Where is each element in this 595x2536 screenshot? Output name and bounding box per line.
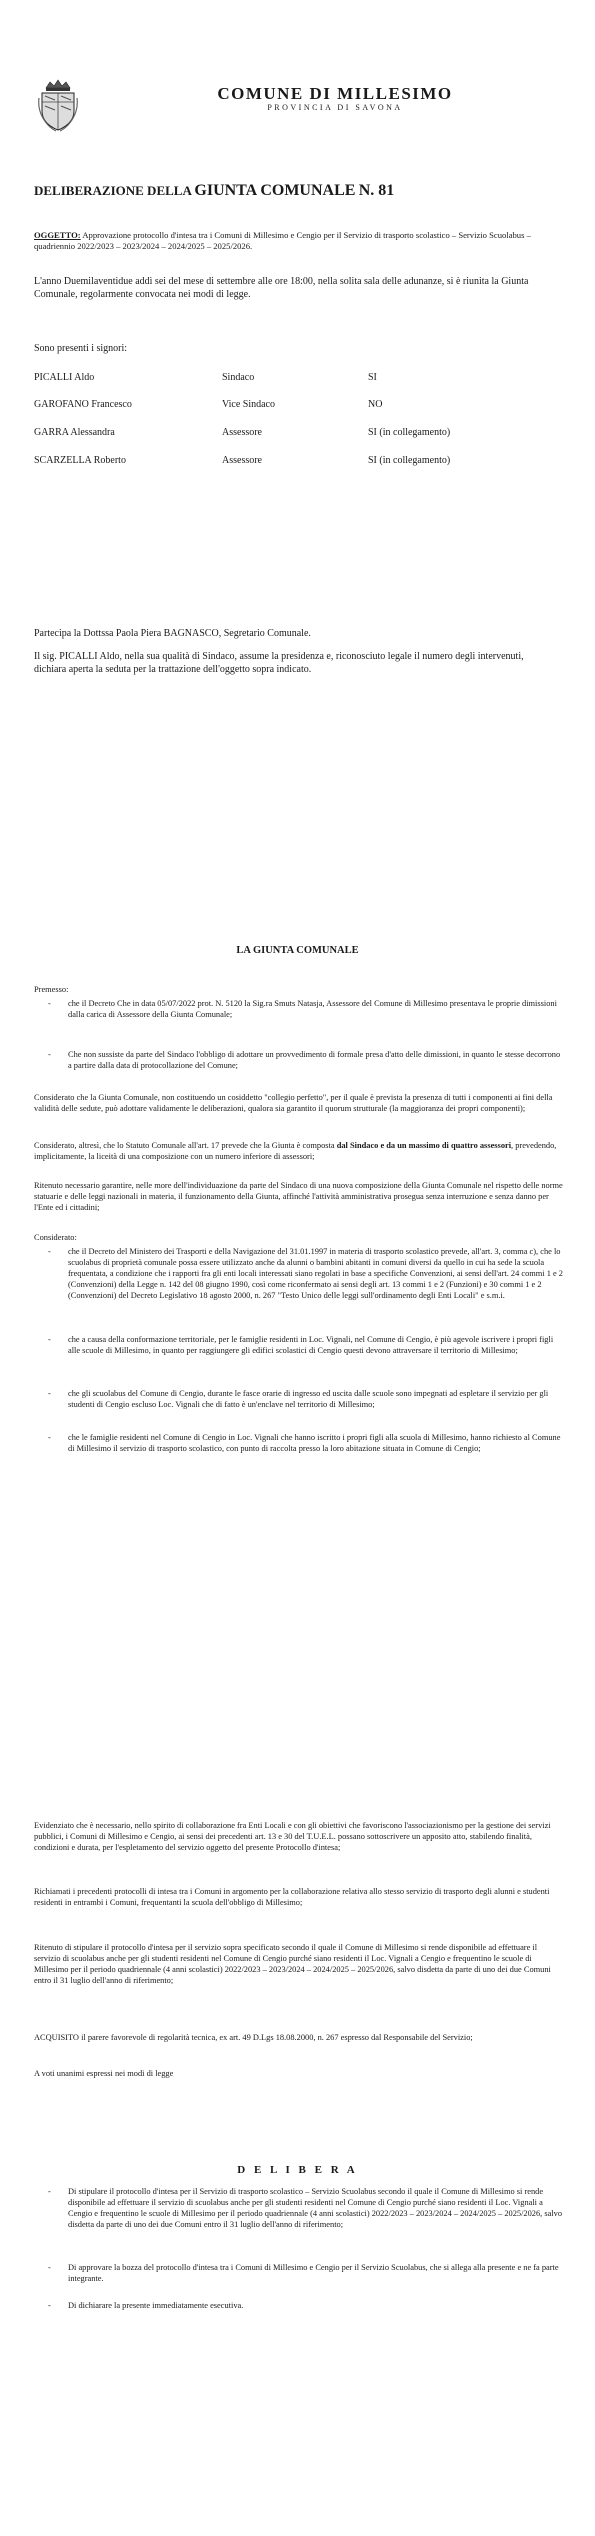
attendee-name: PICALLI Aldo xyxy=(34,372,95,383)
considerato-item: che il Decreto del Ministero dei Trasporti e della Navigazione del 31.01.1997 in materia di trasporto scolastico prevede, all'art. 3, comma c), che lo scuolabus di proprietà comunale possa essere utilizzato anche da alunni o bambini abitanti in comuni diversi da quello in cui ha sede la scuola frequentata, a condizione che i rapporti fra gli enti locali interessati siano regolati in base a specifiche Convenzioni, ai sensi dell'art. 24 commi 1 e 2 (Convenzioni) della Legge n. 142 del 08 giugno 1990, così come riconfermato ai sensi degli art. 13 commi 1 e 2 (Funzioni) e 30 commi 1 e 2 (Convenzioni) del Decreto Legislativo 18 agosto 2000, n. 267 "Testo Unico delle leggi sull'ordinamento degli Enti Locali" e s.m.i. xyxy=(68,1247,563,1300)
considerato-altresi-before: Considerato, altresì, che lo Statuto Comunale all'art. 17 prevede che la Giunta è composta xyxy=(34,1141,337,1150)
premesso-label: Premesso: xyxy=(34,985,69,994)
deliberazione-prefix: DELIBERAZIONE DELLA xyxy=(34,183,192,198)
list-dash: - xyxy=(48,1433,51,1442)
list-dash: - xyxy=(48,1050,51,1059)
considerato-paragraph: Considerato che la Giunta Comunale, non costituendo un cosiddetto "collegio perfetto", per il quale è prevista la presenza di tutti i componenti ai fini della validità delle sedute, può adottare validamente le deliberazioni, qualora sia garantito il quorum strutturale (la maggioranza dei propri componenti); xyxy=(34,1093,553,1113)
voti-paragraph: A voti unanimi espressi nei modi di legge xyxy=(34,2069,174,2078)
presenti-label: Sono presenti i signori: xyxy=(34,343,128,354)
considerato-altresi-bold: dal Sindaco e da un massimo di quattro assessori xyxy=(336,1141,512,1150)
municipal-crest-icon xyxy=(38,78,78,132)
list-dash: - xyxy=(48,999,51,1008)
premesso-item: che il Decreto Che in data 05/07/2022 prot. N. 5120 la Sig.ra Smuts Natasja, Assessore del Comune di Millesimo presentava le proprie dimissioni dalla carica di Assessore della Giunta Comunale; xyxy=(68,999,557,1019)
deliberazione-heading xyxy=(34,182,394,200)
list-dash: - xyxy=(48,2263,51,2272)
considerato-item: che le famiglie residenti nel Comune di Cengio in Loc. Vignali che hanno iscritto i propri figli alla scuola di Millesimo, hanno richiesto al Comune di Millesimo il servizio di trasporto scolastico, con punto di raccolta presso la loro abitazione situata in Comune di Cengio; xyxy=(68,1433,561,1453)
list-dash: - xyxy=(48,2187,51,2196)
sindaco-paragraph: Il sig. PICALLI Aldo, nella sua qualità di Sindaco, assume la presidenza e, riconosciuto legale il numero degli intervenuti, dichiara aperta la seduta per la trattazione dell'oggetto sopra indicato. xyxy=(34,651,524,676)
attendee-presence: SI (in collegamento) xyxy=(368,455,451,466)
comune-title: COMUNE DI MILLESIMO xyxy=(217,84,453,103)
considerato-item: che a causa della conformazione territoriale, per le famiglie residenti in Loc. Vignali, nel Comune di Cengio, è più agevole iscrivere i propri figli alle scuole di Millesimo, in quanto per raggiungere gli edifici scolastici di Cengio questi devono attraversare il territorio di Millesimo; xyxy=(68,1335,554,1355)
oggetto-text: Approvazione protocollo d'intesa tra i Comuni di Millesimo e Cengio per il Servizio di trasporto scolastico – Servizio Scuolabus – quadriennio 2022/2023 – 2023/2024 – 2024/2025 – 2025/2026. xyxy=(34,230,531,251)
oggetto-paragraph xyxy=(34,230,564,252)
attendee-name: GARRA Alessandra xyxy=(34,427,115,438)
considerato-altresi-paragraph xyxy=(34,1140,564,1162)
attendee-role: Sindaco xyxy=(222,372,255,383)
la-giunta-heading: LA GIUNTA COMUNALE xyxy=(236,945,359,956)
oggetto-label: OGGETTO: xyxy=(34,230,81,240)
page-bottom xyxy=(0,2520,595,2521)
attendee-presence: SI xyxy=(368,372,377,383)
ritenuto-stipulare-paragraph: Ritenuto di stipulare il protocollo d'intesa per il servizio sopra specificato secondo il quale il Comune di Millesimo si rende disponibile ad effettuare il servizio di scuolabus anche per gli studenti residenti nel Comune di Cengio purché siano residenti il Loc. Vignali a Cengio e frequentino le scuole di Millesimo per il periodo quadriennale (4 anni scolastici) 2022/2023 – 2023/2024 – 2024/2025 – 2025/2026, salvo disdetta da parte di uno dei due Comuni entro il 31 luglio dell'anno di riferimento; xyxy=(34,1943,551,1985)
delibera-item: Di stipulare il protocollo d'intesa per il Servizio di trasporto scolastico – Servizio Scuolabus secondo il quale il Comune di Millesimo si rende disponibile ad effettuare il servizio di scuolabus anche per gli studenti residenti nel Comune di Cengio purché siano residenti il Loc. Vignali a Cengio e frequentino le scuole di Millesimo per il periodo quadriennale (4 anni scolastici) 2022/2023 – 2023/2024 – 2024/2025 – 2025/2026, salvo disdetta da parte di uno dei due Comuni entro il 31 luglio dell'anno di riferimento; xyxy=(68,2187,563,2229)
intro-paragraph: L'anno Duemilaventidue addì sei del mese di settembre alle ore 18:00, nella solita sala delle adunanze, si è riunita la Giunta Comunale, regolarmente convocata nei modi di legge. xyxy=(34,276,529,301)
considerato-altresi-after: , prevedendo, implicitamente, la liceità di una composizione con un numero inferiore di assessori; xyxy=(34,1141,557,1161)
attendee-role: Assessore xyxy=(222,455,262,466)
attendee-name: GAROFANO Francesco xyxy=(34,399,132,410)
evidenziato-paragraph: Evidenziato che è necessario, nello spirito di collaborazione fra Enti Locali e con gli obiettivi che favoriscono l'associazionismo per la gestione dei servizi pubblici, i Comuni di Millesimo e Cengio, ai sensi dei precedenti art. 13 e 30 del T.U.E.L. possano sottoscrivere un apposito atto, stabilendo finalità, condizioni e durata, per l'espletamento del servizio oggetto del presente Protocollo d'intesa; xyxy=(34,1821,551,1852)
attendee-presence: NO xyxy=(368,399,383,410)
attendee-name: SCARZELLA Roberto xyxy=(34,455,126,466)
list-dash: - xyxy=(48,1389,51,1398)
list-dash: - xyxy=(48,2301,51,2310)
attendee-role: Vice Sindaco xyxy=(222,399,275,410)
considerato-label: Considerato: xyxy=(34,1233,77,1242)
attendee-role: Assessore xyxy=(222,427,262,438)
giunta-label: GIUNTA COMUNALE xyxy=(194,182,356,199)
considerato-item: che gli scuolabus del Comune di Cengio, durante le fasce orarie di ingresso ed uscita dalle scuole sono impegnati ad espletare il servizio per gli studenti di Cengio escluso Loc. Vignali che di fatto è un'enclave nel territorio di Millesimo; xyxy=(68,1389,549,1409)
premesso-item: Che non sussiste da parte del Sindaco l'obbligo di adottare un provvedimento di formale presa d'atto delle dimissioni, in quanto le stesse decorrono a partire dalla data di protocollazione del Comune; xyxy=(68,1050,561,1070)
list-dash: - xyxy=(48,1335,51,1344)
delibera-item: Di dichiarare la presente immediatamente esecutiva. xyxy=(68,2301,244,2310)
segretario-paragraph: Partecipa la Dottssa Paola Piera BAGNASCO, Segretario Comunale. xyxy=(34,628,311,639)
acquisito-paragraph: ACQUISITO il parere favorevole di regolarità tecnica, ex art. 49 D.Lgs 18.08.2000, n. 267 espresso dal Responsabile del Servizio; xyxy=(34,2033,473,2042)
provincia-subtitle: PROVINCIA DI SAVONA xyxy=(267,103,403,112)
deliberazione-number: N. 81 xyxy=(358,182,395,199)
richiamati-paragraph: Richiamati i precedenti protocolli di intesa tra i Comuni in argomento per la collaborazione relativa allo stesso servizio di trasporto degli alunni e studenti residenti in entrambi i Comuni, frequentanti la scuola dell'obbligo di Millesimo; xyxy=(34,1887,550,1907)
attendee-presence: SI (in collegamento) xyxy=(368,427,451,438)
ritenuto-paragraph: Ritenuto necessario garantire, nelle more dell'individuazione da parte del Sindaco di una nuova composizione della Giunta Comunale nel rispetto delle norme statuarie e delle leggi nazionali in materia, il funzionamento della Giunta, affinché l'attività amministrativa prosegua senza interruzione e senza danno per l'Ente ed i cittadini; xyxy=(34,1181,563,1212)
delibera-heading: D E L I B E R A xyxy=(237,2164,358,2176)
list-dash: - xyxy=(48,1247,51,1256)
delibera-item: Di approvare la bozza del protocollo d'intesa tra i Comuni di Millesimo e Cengio per il Servizio Scuolabus, che si allega alla presente e ne fa parte integrante. xyxy=(68,2263,559,2283)
